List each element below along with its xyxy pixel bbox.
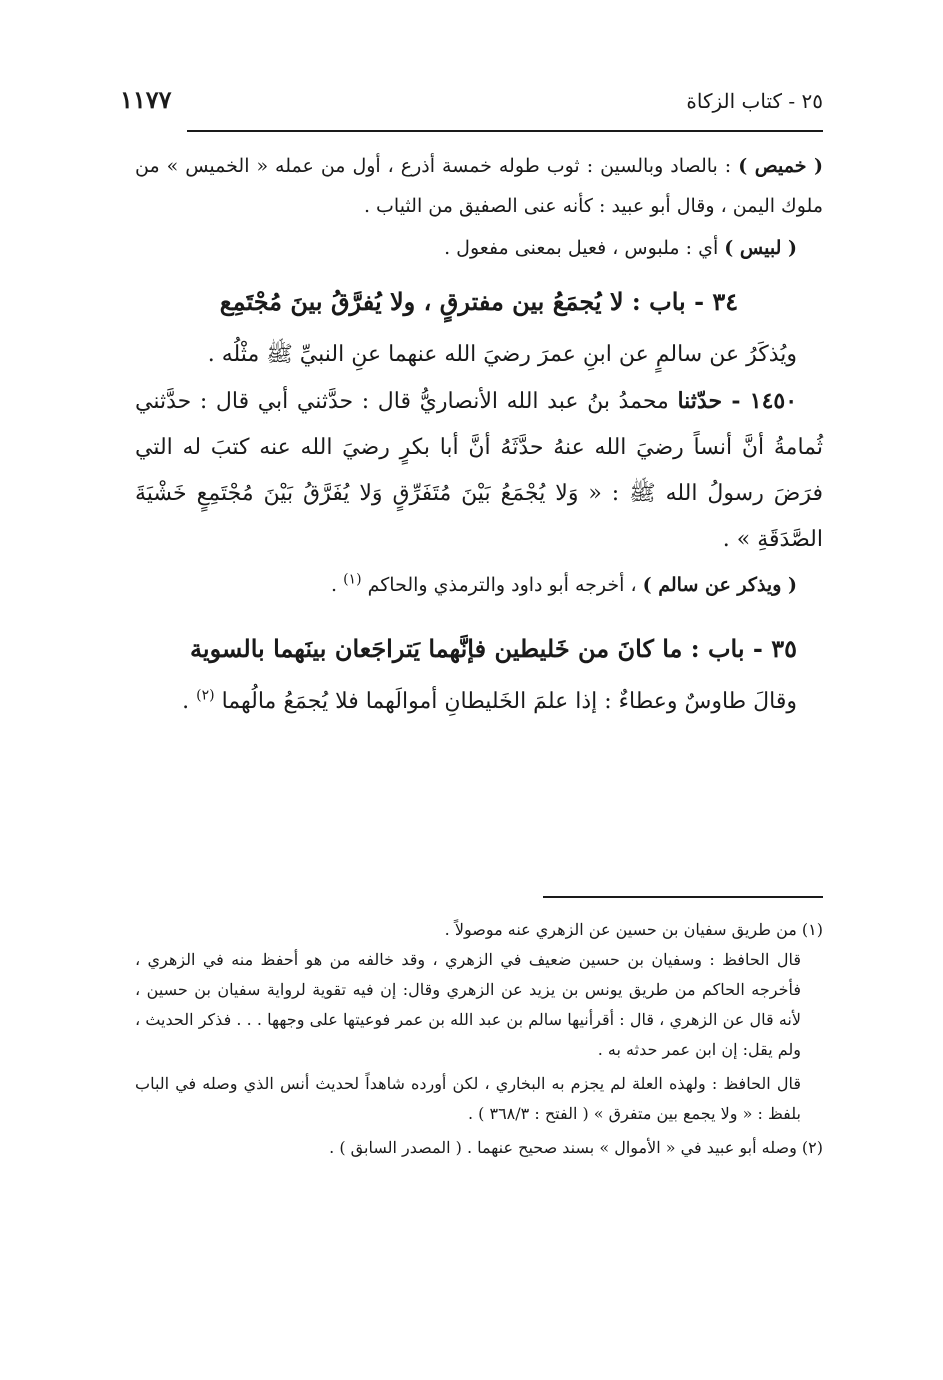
gloss-labis xyxy=(135,228,823,268)
chapter-35-heading: ٣٥ - باب : ما كانَ من خَليطين فإنَّهما يَتراجَعان بينَهما بالسوية xyxy=(190,634,797,663)
hadith-1450 xyxy=(135,378,823,563)
gloss-wa-yudhkar xyxy=(135,565,823,605)
footnote-1-para-1: قال الحافظ : وسفيان بن حسين ضعيف في الزهري ، وقد خالفه من هو أحفظ منه في الزهري ، فأخرجه الحاكم من طريق يونس بن يزيد عن الزهري وقال: إن فيه تقوية لرواية سفيان بن حسين ، لأنه قال عن الزهري ، قال : أقرأنيها سالم بن عبد الله بن عمر فوعيتها على وجهها . . . فذكر الحديث ، ولم يقل: إن ابن عمر حدثه به . xyxy=(135,950,801,1059)
gloss-text: ، أخرجه أبو داود والترمذي والحاكم xyxy=(367,574,643,596)
gloss-text: : بالصاد وبالسين : ثوب طوله خمسة أذرع ، أول من عمله « الخميس » من ملوك اليمن ، وقال أبو عبيد : كأنه عنى الصفيق من الثياب . xyxy=(135,155,823,217)
footnote-ref-1[interactable]: (١) xyxy=(343,571,362,588)
hadith-text: محمدُ بنُ عبد الله الأنصاريُّ قال : حدَّثني أبي قال : حدَّثني ثُمامةُ أنَّ أنساً رضيَ الله عنهُ حدَّثَهُ أنَّ أبا بكرٍ رضيَ الله عنه كتبَ له التي فرَضَ رسولُ الله ﷺ : « وَلا يُجْمَعُ بَيْنَ مُتَفَرِّقٍ وَلا يُفَرَّقُ بَيْنَ مُجْتَمِعٍ خَشْيَةَ الصَّدَقَةِ » . xyxy=(135,389,823,552)
footnotes xyxy=(135,915,823,1163)
gloss-khamis xyxy=(135,146,823,226)
gloss-end: . xyxy=(330,574,344,596)
chapter-35-text xyxy=(135,679,823,725)
gloss-term: ( ويذكر عن سالم ) xyxy=(642,574,797,596)
gloss-text: أي : ملبوس ، فعيل بمعنى مفعول . xyxy=(444,237,725,259)
main-text xyxy=(135,146,823,725)
footnote-rule xyxy=(543,896,823,898)
chapter-title: ٢٥ - كتاب الزكاة xyxy=(686,89,823,113)
gloss-term: ( لبيس ) xyxy=(724,237,797,259)
header-rule xyxy=(187,130,823,132)
chapter-35-body: وقالَ طاوسٌ وعطاءٌ : إذا علمَ الخَليطانِ أموالَهما فلا يُجمَعُ مالُهما xyxy=(221,689,797,714)
chapter-34-text: ويُذكَرُ عن سالمٍ عن ابنِ عمرَ رضيَ الله عنهما عنِ النبيِّ ﷺ مثْلُه . xyxy=(207,342,797,367)
footnote-1-para-2: قال الحافظ : ولهذه العلة لم يجزم به البخاري ، لكن أورده شاهداً لحديث أنس الذي وصله في الباب بلفظ : « ولا يجمع بين متفرق » ( الفتح : ٣٦٨/٣ ) . xyxy=(135,1074,802,1123)
page-header xyxy=(118,85,823,125)
page-number: ١١٧٧ xyxy=(120,85,172,114)
chapter-35-end: . xyxy=(182,689,197,714)
chapter-34-heading: ٣٤ - باب : لا يُجمَعُ بين مفترقٍ ، ولا يُفرَّقُ بينَ مُجْتَمِع xyxy=(219,287,739,316)
gloss-term: ( خميص ) xyxy=(738,155,824,177)
footnote-1: (١) من طريق سفيان بن حسين عن الزهري عنه موصولاً . xyxy=(444,920,823,939)
hadith-number: ١٤٥٠ - حدّثنا xyxy=(677,388,798,414)
footnote-2: (٢) وصله أبو عبيد في « الأموال » بسند صحيح عنهما . ( المصدر السابق ) . xyxy=(329,1138,823,1157)
footnote-ref-2[interactable]: (٢) xyxy=(196,687,215,704)
